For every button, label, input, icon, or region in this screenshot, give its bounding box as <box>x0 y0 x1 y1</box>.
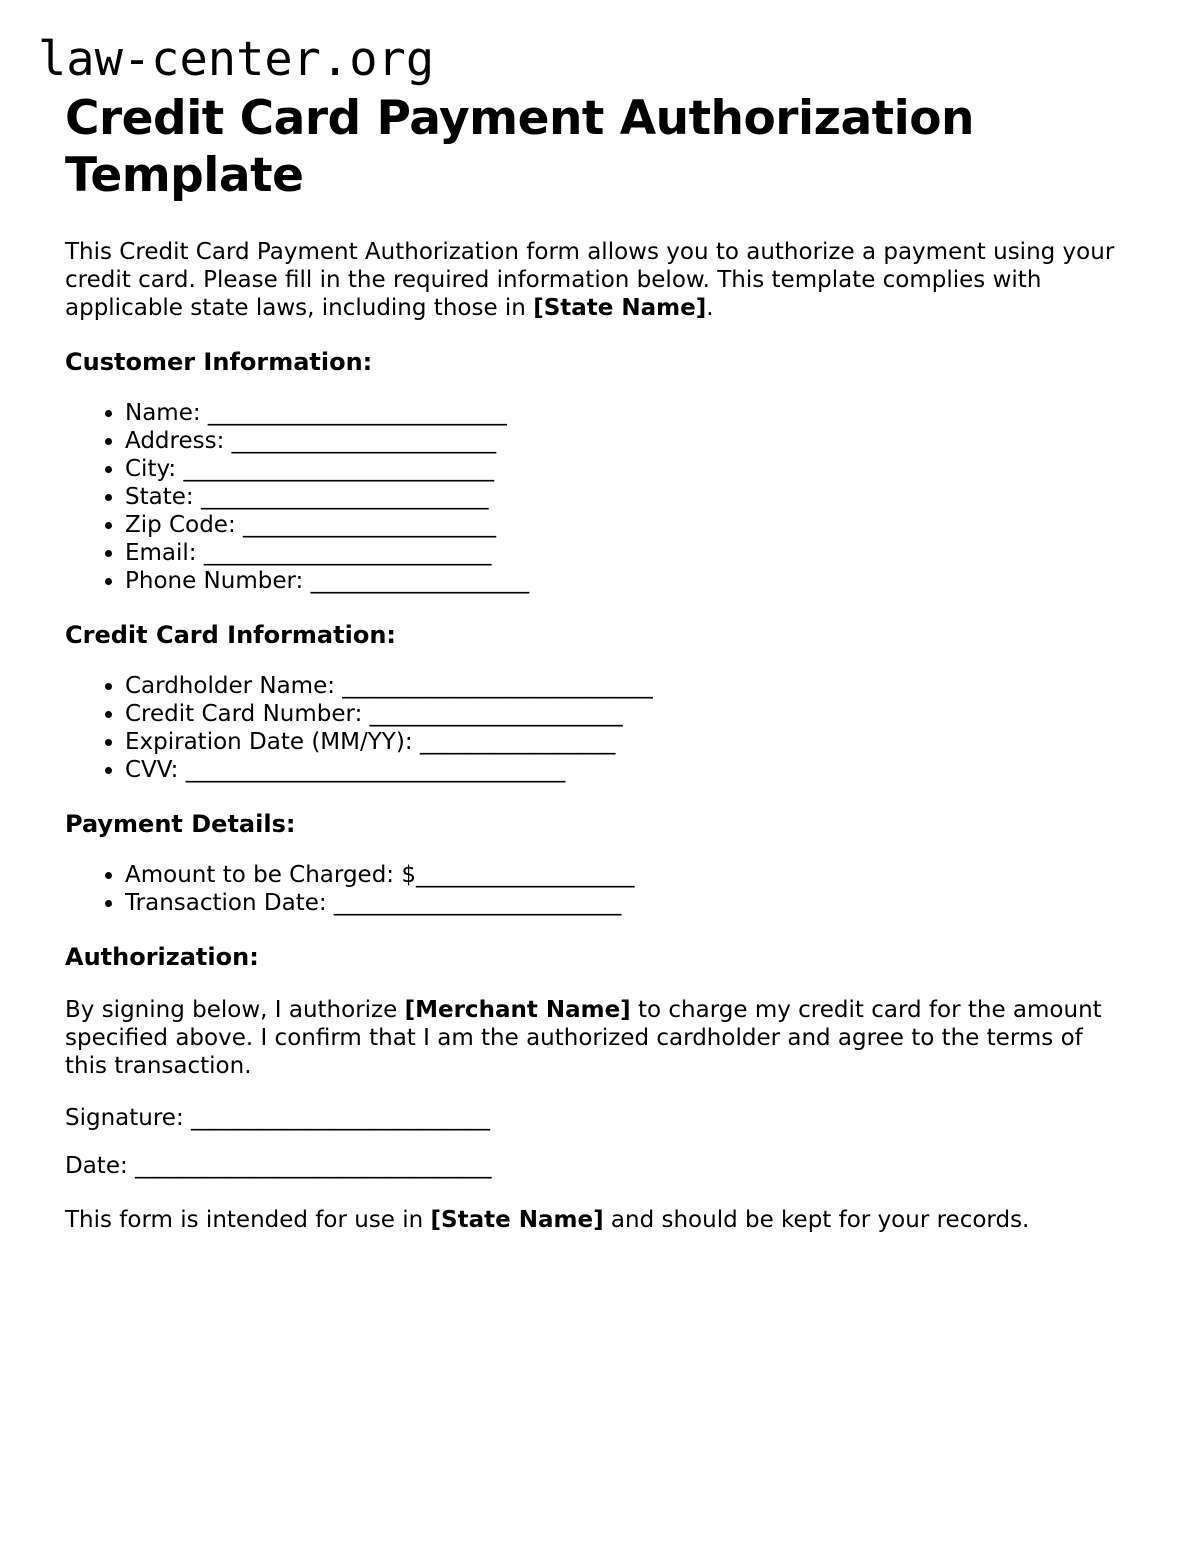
field-label: Zip Code: <box>125 512 236 538</box>
authorization-text-before: By signing below, I authorize <box>65 997 405 1023</box>
field-label: City: <box>125 456 177 482</box>
form-field-email <box>125 539 1130 567</box>
footer-note <box>65 1206 1130 1234</box>
field-blank-line: ______________________ <box>369 701 623 727</box>
field-blank-line: ______________________ <box>243 512 496 538</box>
field-label: Address: <box>125 428 225 454</box>
footer-state-name-placeholder: [State Name] <box>430 1207 604 1233</box>
field-label: Name: <box>125 400 201 426</box>
form-field-transaction-date <box>125 889 1130 917</box>
field-label: Email: <box>125 540 197 566</box>
form-field-cvv <box>125 756 1130 784</box>
field-label: Amount to be Charged: <box>125 862 395 888</box>
form-field-cardholder-name <box>125 672 1130 700</box>
customer-information-field-list <box>65 399 1130 595</box>
field-blank-line: _________________________ <box>203 540 492 566</box>
form-field-state <box>125 483 1130 511</box>
credit-card-information-field-list <box>65 672 1130 784</box>
signature-line <box>65 1104 1130 1132</box>
form-field-expiration-date <box>125 728 1130 756</box>
field-label: Expiration Date (MM/YY): <box>125 729 413 755</box>
field-label: Phone Number: <box>125 568 304 594</box>
field-blank-line: ___________________________ <box>183 456 494 482</box>
field-label: Cardholder Name: <box>125 673 335 699</box>
page-title: Credit Card Payment Authorization Template <box>65 91 974 203</box>
footer-text-before: This form is intended for use in <box>65 1207 431 1233</box>
form-field-amount-to-be-charged <box>125 861 1130 889</box>
form-field-city <box>125 455 1130 483</box>
form-field-zip-code <box>125 511 1130 539</box>
state-name-placeholder: [State Name] <box>533 295 707 321</box>
field-blank-line: ___________________________ <box>342 673 653 699</box>
form-field-phone-number <box>125 567 1130 595</box>
field-label: Credit Card Number: <box>125 701 363 727</box>
section-heading-credit-card-information: Credit Card Information: <box>65 621 396 649</box>
intro-text-after: . <box>706 295 714 321</box>
intro-paragraph <box>65 238 1130 322</box>
field-blank-line: __________________________ <box>207 400 507 426</box>
authorization-text-after: to charge my credit card for the amount specified above. I confirm that I am the authorized cardholder and agree to the terms of this transaction. <box>65 997 1102 1079</box>
field-blank-line: _________________________ <box>333 890 622 916</box>
form-field-address <box>125 427 1130 455</box>
field-blank-line: _________________ <box>419 729 616 755</box>
field-blank-line: $___________________ <box>401 862 635 888</box>
field-label: Transaction Date: <box>125 890 327 916</box>
footer-text-after: and should be kept for your records. <box>603 1207 1030 1233</box>
signature-blank-line: __________________________ <box>191 1105 491 1131</box>
field-blank-line: _________________________ <box>200 484 489 510</box>
section-heading-authorization: Authorization: <box>65 943 259 971</box>
intro-text-before: This Credit Card Payment Authorization form allows you to authorize a payment using your credit card. Please fill in the required information below. This template complies with applicable state laws, including those in <box>65 239 1115 321</box>
form-field-name <box>125 399 1130 427</box>
date-label: Date: <box>65 1153 128 1179</box>
form-field-credit-card-number <box>125 700 1130 728</box>
field-blank-line: _______________________ <box>231 428 497 454</box>
date-line <box>65 1152 1130 1180</box>
date-blank-line: _______________________________ <box>135 1153 492 1179</box>
section-heading-payment-details: Payment Details: <box>65 810 296 838</box>
authorization-paragraph <box>65 996 1130 1080</box>
field-blank-line: _________________________________ <box>185 757 566 783</box>
section-heading-customer-information: Customer Information: <box>65 348 373 376</box>
merchant-name-placeholder: [Merchant Name] <box>404 997 631 1023</box>
site-name: law-center.org <box>38 32 435 87</box>
payment-details-field-list <box>65 861 1130 917</box>
signature-label: Signature: <box>65 1105 184 1131</box>
field-label: State: <box>125 484 194 510</box>
field-label: CVV: <box>125 757 179 783</box>
field-blank-line: ___________________ <box>310 568 530 594</box>
